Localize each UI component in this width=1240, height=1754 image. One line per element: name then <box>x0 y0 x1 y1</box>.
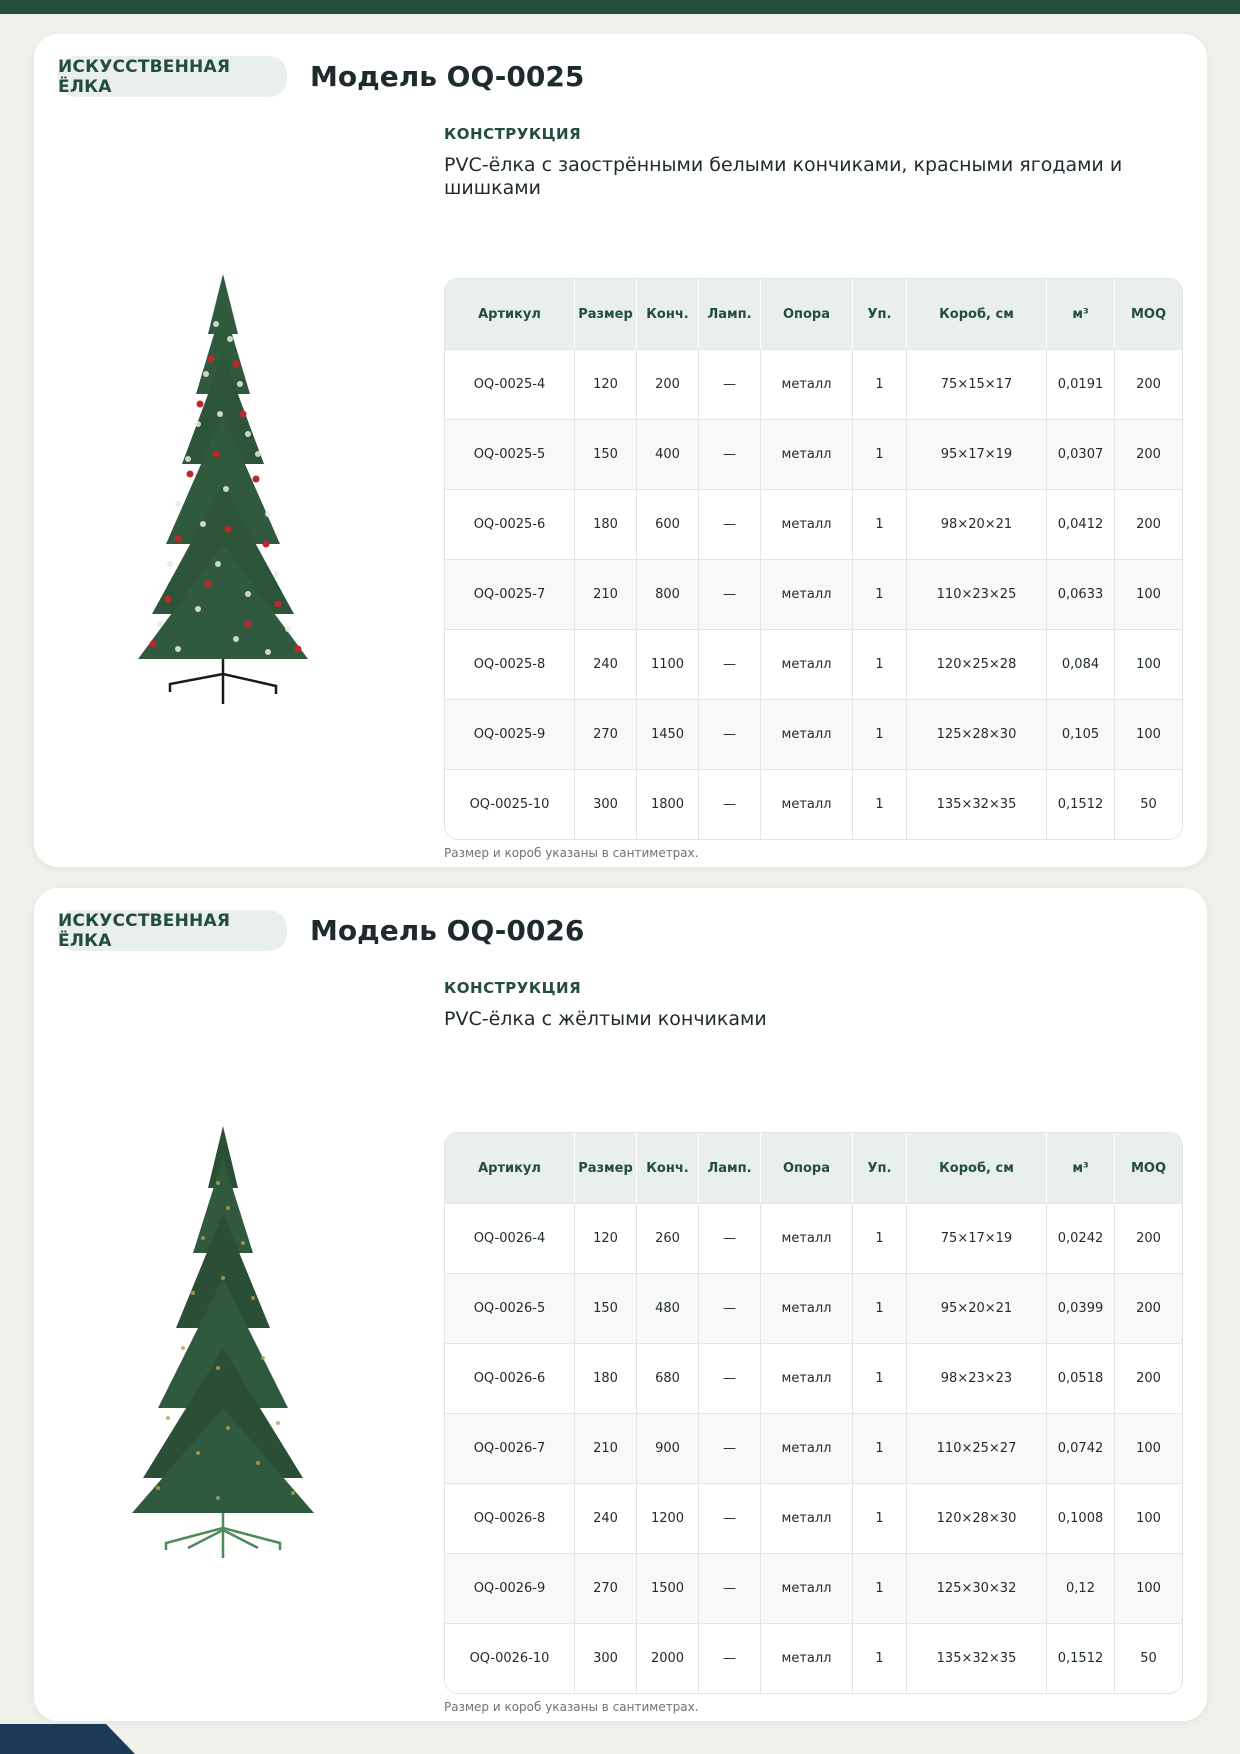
cell-pack: 1 <box>853 769 907 839</box>
table-row <box>445 1273 1182 1343</box>
cell-moq: 200 <box>1115 1273 1182 1343</box>
cell-size: 240 <box>575 629 637 699</box>
cell-tips: 480 <box>637 1273 699 1343</box>
cell-volume: 0,1512 <box>1047 1623 1115 1693</box>
tree-foliage <box>132 1126 314 1513</box>
cell-article: OQ-0025-5 <box>445 419 575 489</box>
cell-volume: 0,084 <box>1047 629 1115 699</box>
cell-pack: 1 <box>853 559 907 629</box>
cell-box: 98×20×21 <box>907 489 1047 559</box>
cell-lamps: — <box>699 1343 761 1413</box>
category-badge: ИСКУССТВЕННАЯ ЁЛКА <box>58 56 287 97</box>
cell-pack: 1 <box>853 1203 907 1273</box>
cell-tips: 900 <box>637 1413 699 1483</box>
cell-volume: 0,105 <box>1047 699 1115 769</box>
cell-pack: 1 <box>853 1553 907 1623</box>
cell-lamps: — <box>699 419 761 489</box>
cell-article: OQ-0026-6 <box>445 1343 575 1413</box>
model-title: Модель OQ-0026 <box>310 914 585 947</box>
cell-box: 120×25×28 <box>907 629 1047 699</box>
table-row <box>445 1553 1182 1623</box>
table-row <box>445 489 1182 559</box>
tree-stand <box>170 659 276 704</box>
model-title: Модель OQ-0025 <box>310 60 585 93</box>
cell-stand: металл <box>761 1203 853 1273</box>
cell-lamps: — <box>699 1483 761 1553</box>
cell-box: 110×25×27 <box>907 1413 1047 1483</box>
table-row <box>445 1413 1182 1483</box>
table-header-row <box>445 1133 1182 1203</box>
cell-pack: 1 <box>853 349 907 419</box>
cell-moq: 200 <box>1115 1343 1182 1413</box>
cell-moq: 100 <box>1115 559 1182 629</box>
cell-article: OQ-0025-4 <box>445 349 575 419</box>
cell-pack: 1 <box>853 699 907 769</box>
cell-size: 180 <box>575 489 637 559</box>
cell-moq: 200 <box>1115 349 1182 419</box>
cell-stand: металл <box>761 489 853 559</box>
cell-size: 300 <box>575 769 637 839</box>
column-header-size: Размер <box>575 279 637 349</box>
cell-stand: металл <box>761 629 853 699</box>
cell-pack: 1 <box>853 1273 907 1343</box>
cell-volume: 0,0242 <box>1047 1203 1115 1273</box>
cell-stand: металл <box>761 699 853 769</box>
cell-volume: 0,0633 <box>1047 559 1115 629</box>
christmas-tree-yellow-tips-icon <box>108 1118 338 1558</box>
cell-box: 95×20×21 <box>907 1273 1047 1343</box>
cell-pack: 1 <box>853 489 907 559</box>
column-header-tips: Конч. <box>637 1133 699 1203</box>
table-footnote: Размер и короб указаны в сантиметрах. <box>444 846 699 860</box>
cell-tips: 260 <box>637 1203 699 1273</box>
column-header-box: Короб, см <box>907 279 1047 349</box>
tree-foliage <box>138 274 308 659</box>
category-badge: ИСКУССТВЕННАЯ ЁЛКА <box>58 910 287 951</box>
table-row <box>445 1203 1182 1273</box>
cell-lamps: — <box>699 1553 761 1623</box>
cell-tips: 600 <box>637 489 699 559</box>
table-row <box>445 1483 1182 1553</box>
cell-tips: 1800 <box>637 769 699 839</box>
cell-article: OQ-0026-9 <box>445 1553 575 1623</box>
cell-pack: 1 <box>853 1623 907 1693</box>
product-card-oq-0026 <box>34 888 1207 1721</box>
cell-lamps: — <box>699 1203 761 1273</box>
cell-article: OQ-0026-5 <box>445 1273 575 1343</box>
cell-stand: металл <box>761 1343 853 1413</box>
cell-volume: 0,0399 <box>1047 1273 1115 1343</box>
cell-volume: 0,0412 <box>1047 489 1115 559</box>
cell-lamps: — <box>699 559 761 629</box>
cell-size: 210 <box>575 559 637 629</box>
cell-size: 180 <box>575 1343 637 1413</box>
cell-article: OQ-0025-10 <box>445 769 575 839</box>
cell-stand: металл <box>761 1553 853 1623</box>
cell-box: 120×28×30 <box>907 1483 1047 1553</box>
cell-size: 270 <box>575 699 637 769</box>
cell-lamps: — <box>699 1273 761 1343</box>
column-header-article: Артикул <box>445 1133 575 1203</box>
cell-stand: металл <box>761 419 853 489</box>
top-accent-bar <box>0 0 1240 14</box>
cell-tips: 1500 <box>637 1553 699 1623</box>
cell-pack: 1 <box>853 629 907 699</box>
cell-size: 300 <box>575 1623 637 1693</box>
cell-moq: 100 <box>1115 1483 1182 1553</box>
column-header-lamps: Ламп. <box>699 279 761 349</box>
cell-article: OQ-0025-7 <box>445 559 575 629</box>
cell-box: 95×17×19 <box>907 419 1047 489</box>
product-card-oq-0025 <box>34 34 1207 867</box>
cell-volume: 0,12 <box>1047 1553 1115 1623</box>
cell-article: OQ-0025-8 <box>445 629 575 699</box>
table-row <box>445 419 1182 489</box>
cell-volume: 0,0307 <box>1047 419 1115 489</box>
cell-stand: металл <box>761 559 853 629</box>
cell-tips: 1100 <box>637 629 699 699</box>
cell-volume: 0,0742 <box>1047 1413 1115 1483</box>
column-header-stand: Опора <box>761 279 853 349</box>
cell-box: 135×32×35 <box>907 1623 1047 1693</box>
cell-size: 240 <box>575 1483 637 1553</box>
table-row <box>445 629 1182 699</box>
cell-article: OQ-0026-10 <box>445 1623 575 1693</box>
column-header-volume: м³ <box>1047 1133 1115 1203</box>
cell-size: 210 <box>575 1413 637 1483</box>
cell-size: 270 <box>575 1553 637 1623</box>
cell-moq: 100 <box>1115 699 1182 769</box>
column-header-box: Короб, см <box>907 1133 1047 1203</box>
cell-moq: 200 <box>1115 489 1182 559</box>
cell-lamps: — <box>699 769 761 839</box>
column-header-tips: Конч. <box>637 279 699 349</box>
table-row <box>445 349 1182 419</box>
cell-box: 110×23×25 <box>907 559 1047 629</box>
table-row <box>445 1343 1182 1413</box>
construction-label: КОНСТРУКЦИЯ <box>444 125 582 143</box>
cell-lamps: — <box>699 629 761 699</box>
cell-pack: 1 <box>853 419 907 489</box>
cell-moq: 100 <box>1115 1553 1182 1623</box>
cell-moq: 200 <box>1115 1203 1182 1273</box>
cell-size: 150 <box>575 419 637 489</box>
column-header-volume: м³ <box>1047 279 1115 349</box>
cell-stand: металл <box>761 349 853 419</box>
cell-lamps: — <box>699 489 761 559</box>
cell-stand: металл <box>761 1413 853 1483</box>
cell-lamps: — <box>699 349 761 419</box>
cell-pack: 1 <box>853 1343 907 1413</box>
cell-moq: 100 <box>1115 629 1182 699</box>
christmas-tree-snowy-icon <box>108 264 338 704</box>
construction-description: PVC-ёлка с жёлтыми кончиками <box>444 1008 767 1030</box>
cell-volume: 0,0518 <box>1047 1343 1115 1413</box>
cell-article: OQ-0026-4 <box>445 1203 575 1273</box>
column-header-article: Артикул <box>445 279 575 349</box>
cell-tips: 680 <box>637 1343 699 1413</box>
cell-size: 120 <box>575 1203 637 1273</box>
cell-stand: металл <box>761 1623 853 1693</box>
column-header-stand: Опора <box>761 1133 853 1203</box>
cell-stand: металл <box>761 1483 853 1553</box>
cell-tips: 800 <box>637 559 699 629</box>
cell-lamps: — <box>699 1413 761 1483</box>
cell-moq: 50 <box>1115 1623 1182 1693</box>
footer-corner-decoration <box>0 1724 135 1754</box>
cell-box: 125×30×32 <box>907 1553 1047 1623</box>
cell-pack: 1 <box>853 1413 907 1483</box>
cell-volume: 0,1008 <box>1047 1483 1115 1553</box>
cell-moq: 50 <box>1115 769 1182 839</box>
cell-article: OQ-0025-9 <box>445 699 575 769</box>
construction-label: КОНСТРУКЦИЯ <box>444 979 582 997</box>
cell-tips: 400 <box>637 419 699 489</box>
column-header-moq: MOQ <box>1115 279 1182 349</box>
table-footnote: Размер и короб указаны в сантиметрах. <box>444 1700 699 1714</box>
cell-article: OQ-0025-6 <box>445 489 575 559</box>
cell-lamps: — <box>699 699 761 769</box>
cell-size: 120 <box>575 349 637 419</box>
cell-box: 135×32×35 <box>907 769 1047 839</box>
column-header-pack: Уп. <box>853 279 907 349</box>
specs-table <box>444 1132 1183 1694</box>
cell-tips: 2000 <box>637 1623 699 1693</box>
column-header-size: Размер <box>575 1133 637 1203</box>
cell-article: OQ-0026-8 <box>445 1483 575 1553</box>
cell-stand: металл <box>761 769 853 839</box>
cell-article: OQ-0026-7 <box>445 1413 575 1483</box>
cell-box: 125×28×30 <box>907 699 1047 769</box>
cell-box: 75×17×19 <box>907 1203 1047 1273</box>
table-row <box>445 559 1182 629</box>
cell-tips: 200 <box>637 349 699 419</box>
table-row <box>445 769 1182 839</box>
construction-description: PVC-ёлка с заострёнными белыми кончиками, красными ягодами и шишками <box>444 154 1123 199</box>
column-header-moq: MOQ <box>1115 1133 1182 1203</box>
column-header-lamps: Ламп. <box>699 1133 761 1203</box>
cell-size: 150 <box>575 1273 637 1343</box>
column-header-pack: Уп. <box>853 1133 907 1203</box>
specs-table <box>444 278 1183 840</box>
cell-volume: 0,1512 <box>1047 769 1115 839</box>
cell-lamps: — <box>699 1623 761 1693</box>
cell-volume: 0,0191 <box>1047 349 1115 419</box>
table-row <box>445 1623 1182 1693</box>
cell-pack: 1 <box>853 1483 907 1553</box>
tree-stand <box>166 1513 280 1558</box>
cell-moq: 100 <box>1115 1413 1182 1483</box>
cell-box: 98×23×23 <box>907 1343 1047 1413</box>
cell-stand: металл <box>761 1273 853 1343</box>
table-header-row <box>445 279 1182 349</box>
cell-box: 75×15×17 <box>907 349 1047 419</box>
cell-tips: 1450 <box>637 699 699 769</box>
cell-tips: 1200 <box>637 1483 699 1553</box>
cell-moq: 200 <box>1115 419 1182 489</box>
table-row <box>445 699 1182 769</box>
